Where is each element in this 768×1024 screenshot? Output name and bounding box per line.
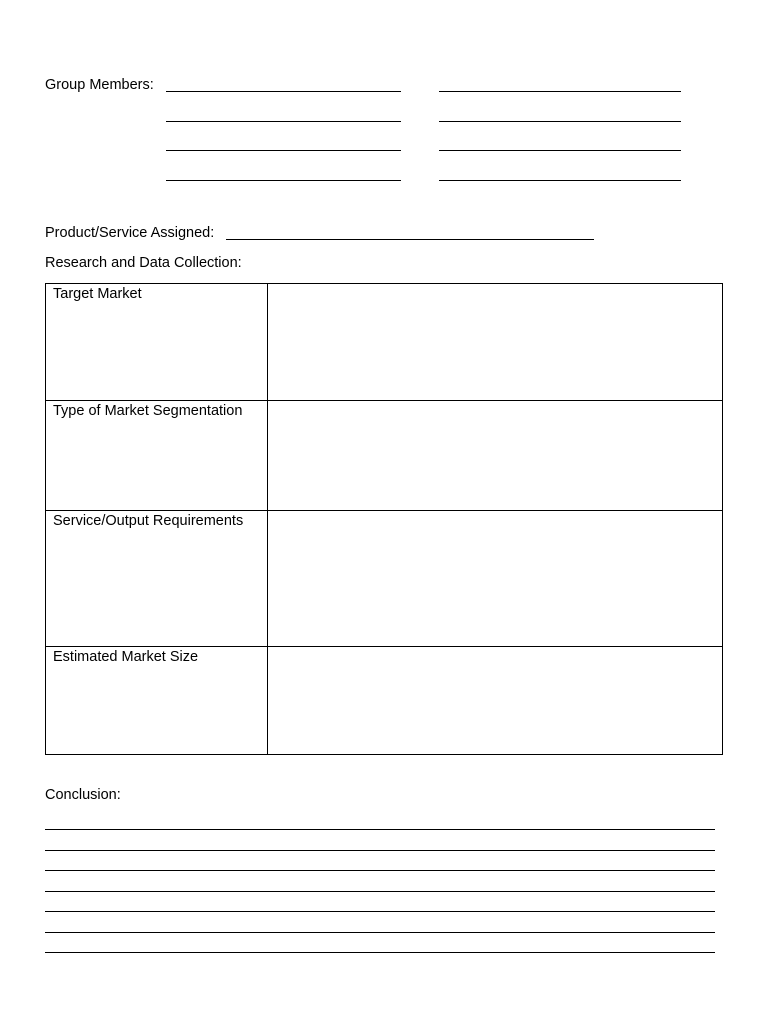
- member-line-4-left[interactable]: [166, 180, 401, 181]
- group-members-label: Group Members:: [45, 77, 154, 93]
- table-row: [46, 647, 723, 755]
- research-heading: Research and Data Collection:: [45, 255, 242, 271]
- conclusion-line-7[interactable]: [45, 952, 715, 953]
- product-service-label: Product/Service Assigned:: [45, 225, 215, 241]
- member-line-3-right[interactable]: [439, 150, 681, 151]
- row-input-market-segmentation[interactable]: [268, 401, 723, 511]
- conclusion-line-2[interactable]: [45, 850, 715, 851]
- member-line-2-left[interactable]: [166, 121, 401, 122]
- member-line-4-right[interactable]: [439, 180, 681, 181]
- row-label-market-segmentation: Type of Market Segmentation: [46, 401, 268, 511]
- row-input-service-output[interactable]: [268, 511, 723, 647]
- row-label-service-output: Service/Output Requirements: [46, 511, 268, 647]
- product-service-line[interactable]: [226, 239, 594, 240]
- row-input-target-market[interactable]: [268, 284, 723, 401]
- table-row: [46, 284, 723, 401]
- row-input-estimated-market-size[interactable]: [268, 647, 723, 755]
- member-line-3-left[interactable]: [166, 150, 401, 151]
- member-line-2-right[interactable]: [439, 121, 681, 122]
- member-line-1-right[interactable]: [439, 91, 681, 92]
- conclusion-line-6[interactable]: [45, 932, 715, 933]
- row-label-estimated-market-size: Estimated Market Size: [46, 647, 268, 755]
- conclusion-label: Conclusion:: [45, 787, 121, 803]
- research-table: [45, 283, 723, 755]
- conclusion-line-1[interactable]: [45, 829, 715, 830]
- row-label-target-market: Target Market: [46, 284, 268, 401]
- table-row: [46, 401, 723, 511]
- conclusion-line-3[interactable]: [45, 870, 715, 871]
- table-row: [46, 511, 723, 647]
- conclusion-line-5[interactable]: [45, 911, 715, 912]
- member-line-1-left[interactable]: [166, 91, 401, 92]
- conclusion-line-4[interactable]: [45, 891, 715, 892]
